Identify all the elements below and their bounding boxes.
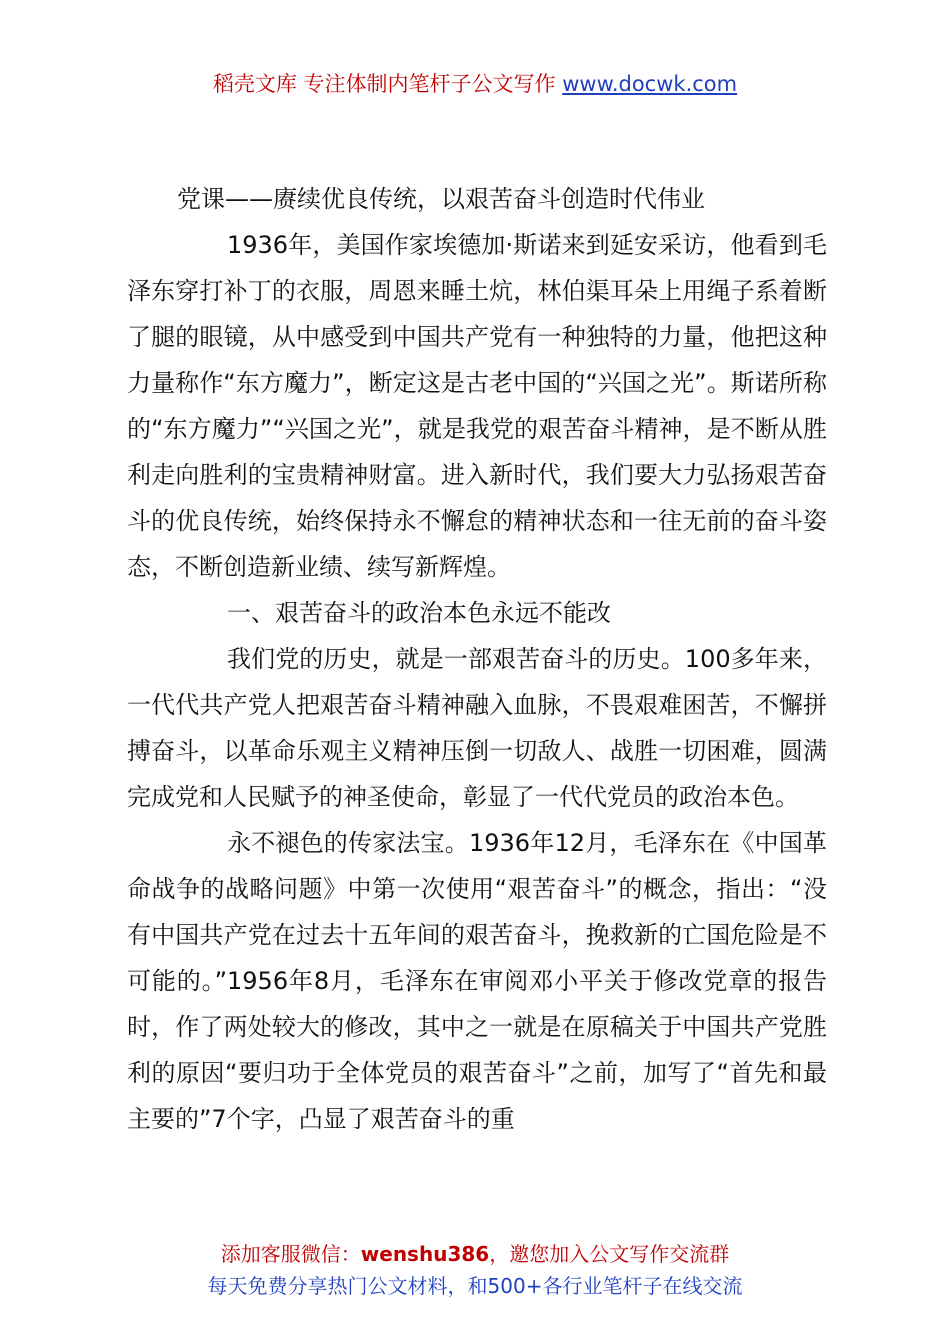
header-website-link[interactable]: www.docwk.com	[562, 72, 738, 96]
footer-suffix: ，邀您加入公文写作交流群	[489, 1242, 730, 1266]
paragraph-history: 我们党的历史，就是一部艰苦奋斗的历史。100多年来，一代代共产党人把艰苦奋斗精神融入血脉，不畏艰难困苦，不懈拼搏奋斗，以革命乐观主义精神压倒一切敌人、战胜一切困难，圆满完成党和人民赋予的神圣使命，彰显了一代代党员的政治本色。	[127, 645, 827, 811]
header-brand-text: 稻壳文库 专注体制内笔杆子公文写作	[212, 72, 563, 96]
paragraph-intro: 1936年，美国作家埃德加·斯诺来到延安采访，他看到毛泽东穿打补丁的衣服，周恩来睡土炕，林伯渠耳朵上用绳子系着断了腿的眼镜，从中感受到中国共产党有一种独特的力量，他把这种力量称作“东方魔力”，断定这是古老中国的“兴国之光”。斯诺所称的“东方魔力”“兴国之光”，就是我党的艰苦奋斗精神，是不断从胜利走向胜利的宝贵精神财富。进入新时代，我们要大力弘扬艰苦奋斗的优良传统，始终保持永不懈怠的精神状态和一往无前的奋斗姿态，不断创造新业绩、续写新辉煌。	[127, 231, 827, 581]
section-heading-1: 一、艰苦奋斗的政治本色永远不能改	[227, 599, 611, 627]
footer-line-share: 每天免费分享热门公文材料，和500+各行业笔杆子在线交流	[207, 1274, 743, 1298]
document-title: 党课——赓续优良传统，以艰苦奋斗创造时代伟业	[177, 185, 705, 213]
document-body	[127, 176, 827, 1142]
footer-wechat-id: wenshu386	[360, 1242, 490, 1266]
paragraph-heirloom: 永不褪色的传家法宝。1936年12月，毛泽东在《中国革命战争的战略问题》中第一次使用“艰苦奋斗”的概念，指出：“没有中国共产党在过去十五年间的艰苦奋斗，挽救新的亡国危险是不可能的。”1956年8月，毛泽东在审阅邓小平关于修改党章的报告时，作了两处较大的修改，其中之一就是在原稿关于中国共产党胜利的原因“要归功于全体党员的艰苦奋斗”之前，加写了“首先和最主要的”7个字，凸显了艰苦奋斗的重	[127, 829, 827, 1133]
footer-line-wechat	[0, 1238, 950, 1270]
footer-prefix: 添加客服微信：	[220, 1242, 361, 1266]
page-footer	[0, 1238, 950, 1302]
page-header	[0, 68, 950, 100]
